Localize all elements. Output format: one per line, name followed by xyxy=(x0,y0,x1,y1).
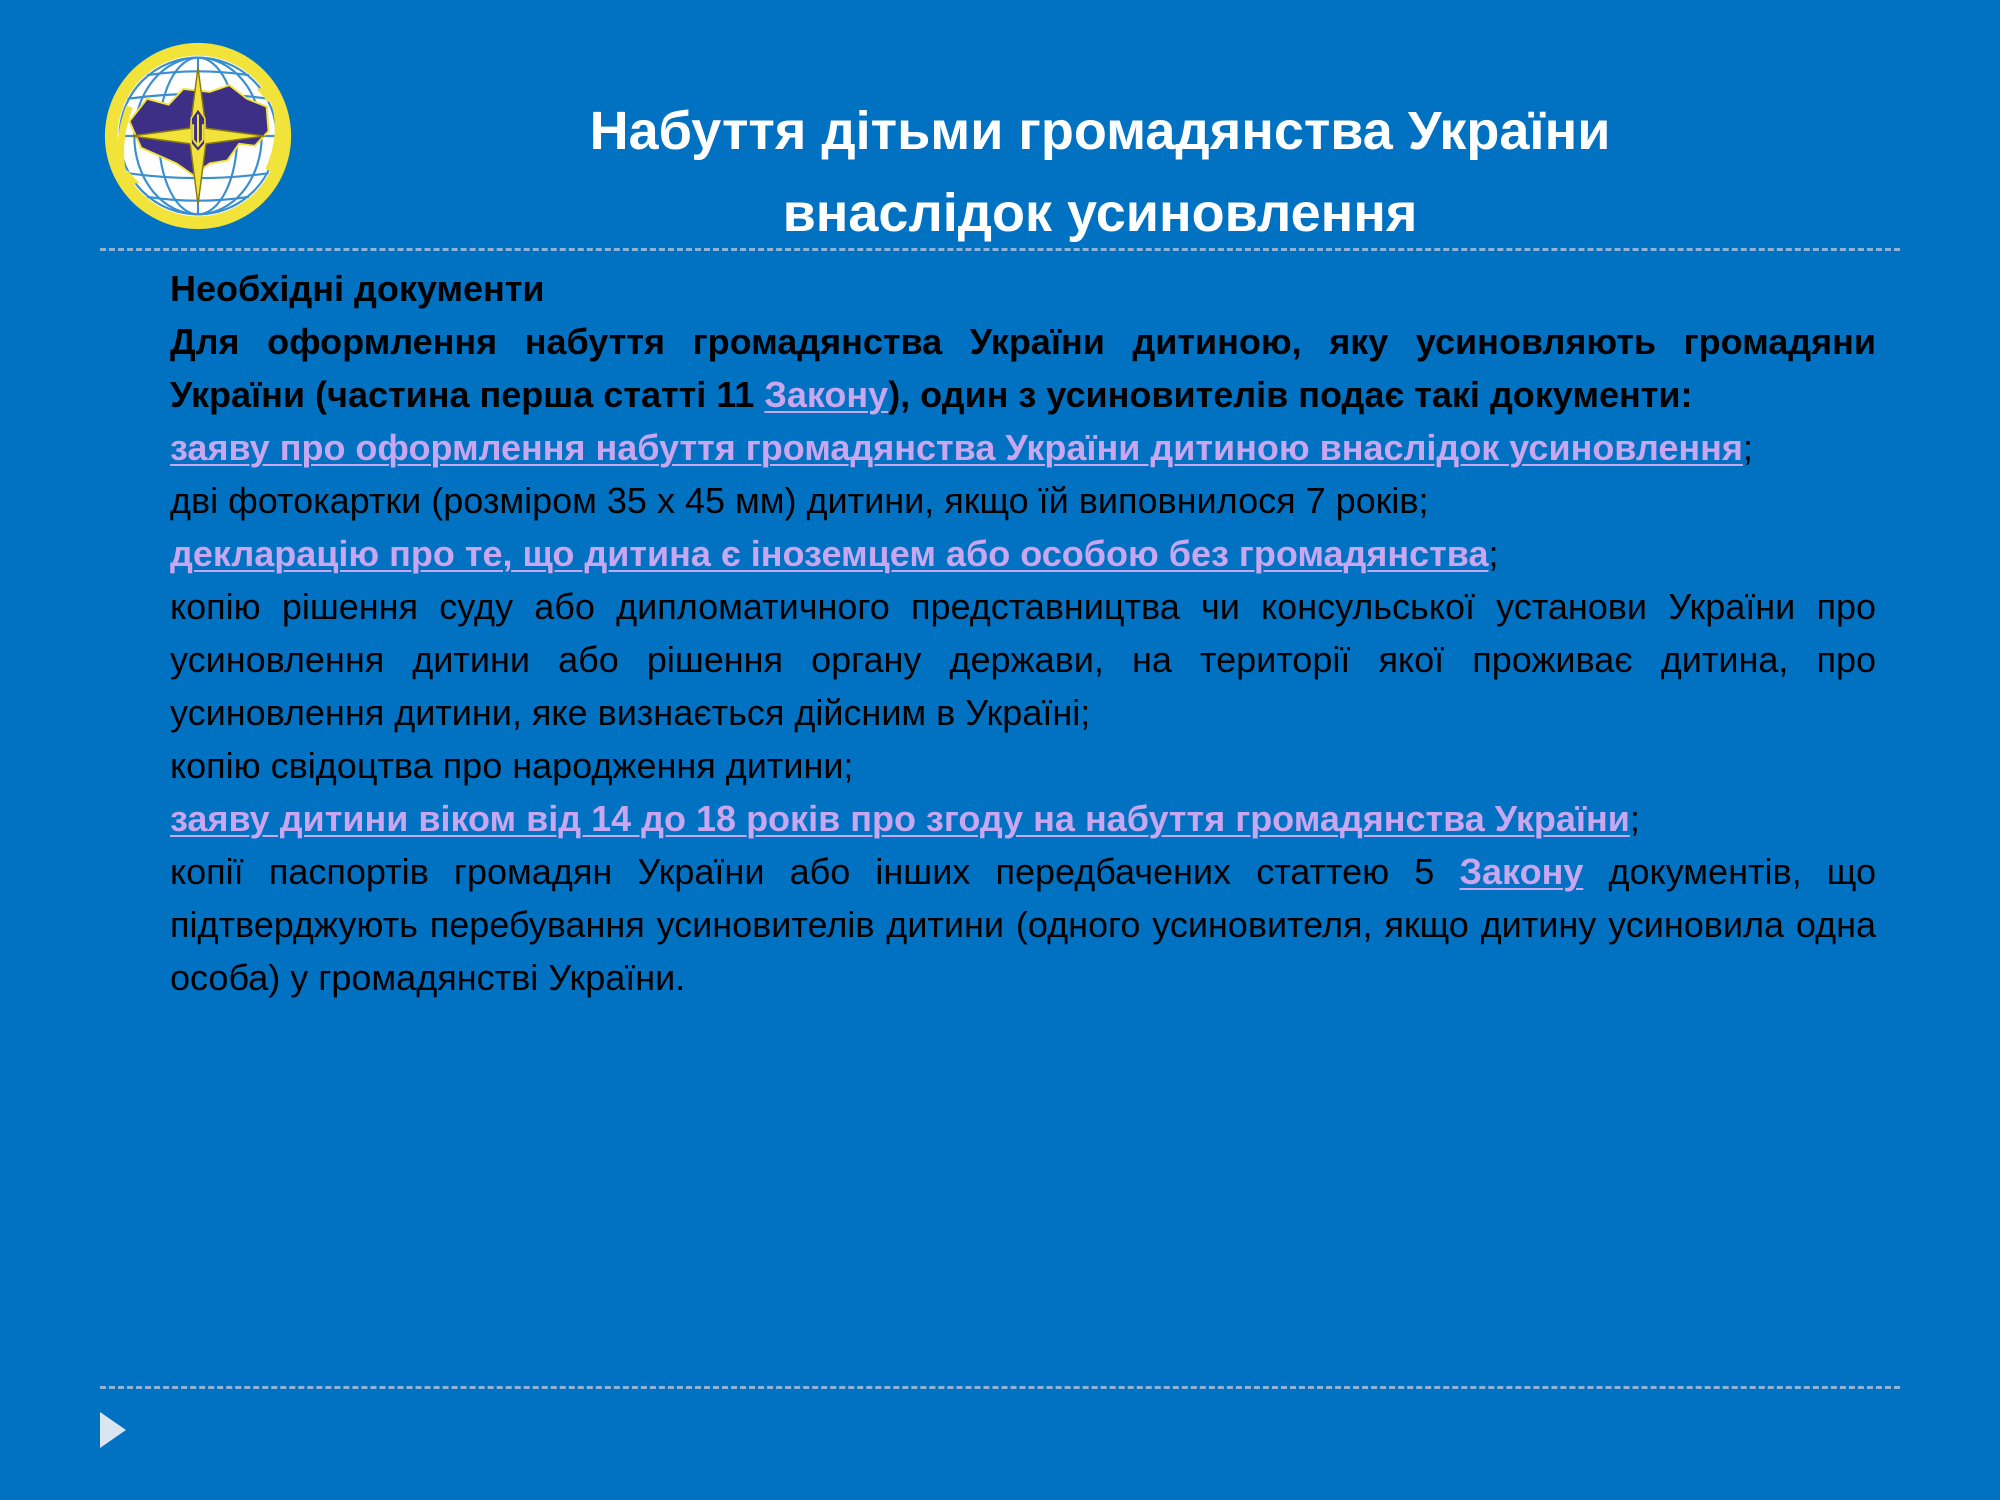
state-migration-service-emblem-icon xyxy=(100,38,296,234)
intro-text-part-1: Для оформлення набуття громадянства України дитиною, яку усиновляють громадяни України (частина перша статті 11 xyxy=(170,321,1876,415)
section-heading: Необхідні документи xyxy=(170,268,545,309)
slide-title-line-1: Набуття дітьми громадянства України xyxy=(589,101,1611,161)
list-item-suffix: ; xyxy=(1629,798,1640,839)
slide-title-line-2: внаслідок усиновлення xyxy=(782,183,1418,243)
list-item: дві фотокартки (розміром 35 х 45 мм) дитини, якщо їй виповнилося 7 років; xyxy=(170,480,1429,521)
list-item: копію рішення суду або дипломатичного представництва чи консульської установи України про усиновлення дитини або рішення органу держави, на території якої проживає дитина, про усиновлення дитини, яке визнається дійсним в Україні; xyxy=(170,586,1876,733)
list-item-suffix: ; xyxy=(1742,427,1753,468)
intro-paragraph xyxy=(170,315,1876,421)
child-consent-form-link[interactable]: заяву дитини віком від 14 до 18 років про згоду на набуття громадянства України xyxy=(170,798,1630,839)
list-item xyxy=(170,421,1876,474)
list-item-suffix: ; xyxy=(1488,533,1499,574)
list-item xyxy=(170,527,1876,580)
bottom-divider xyxy=(100,1386,1900,1389)
list-item-prefix: копії паспортів громадян України або інших передбачених статтею 5 xyxy=(170,851,1460,892)
intro-text-part-2: ), один з усиновителів подає такі документи: xyxy=(888,374,1693,415)
documents-list xyxy=(170,262,1876,1004)
list-item xyxy=(170,792,1876,845)
list-item-suffix: документів, що підтверджують перебування усиновителів дитини (одного усиновителя, якщо дитину усиновила одна особа) у громадянстві України. xyxy=(170,851,1876,998)
law-article-5-link[interactable]: Закону xyxy=(1459,851,1584,892)
list-item: копію свідоцтва про народження дитини; xyxy=(170,745,854,786)
triangle-right-icon[interactable] xyxy=(98,1410,128,1450)
list-item xyxy=(170,845,1876,1004)
law-link[interactable]: Закону xyxy=(764,374,889,415)
application-form-link[interactable]: заяву про оформлення набуття громадянства України дитиною внаслідок усиновлення xyxy=(170,427,1743,468)
declaration-form-link[interactable]: декларацію про те, що дитина є іноземцем або особою без громадянства xyxy=(170,533,1489,574)
slide-title xyxy=(360,90,1840,254)
top-divider xyxy=(100,248,1900,251)
